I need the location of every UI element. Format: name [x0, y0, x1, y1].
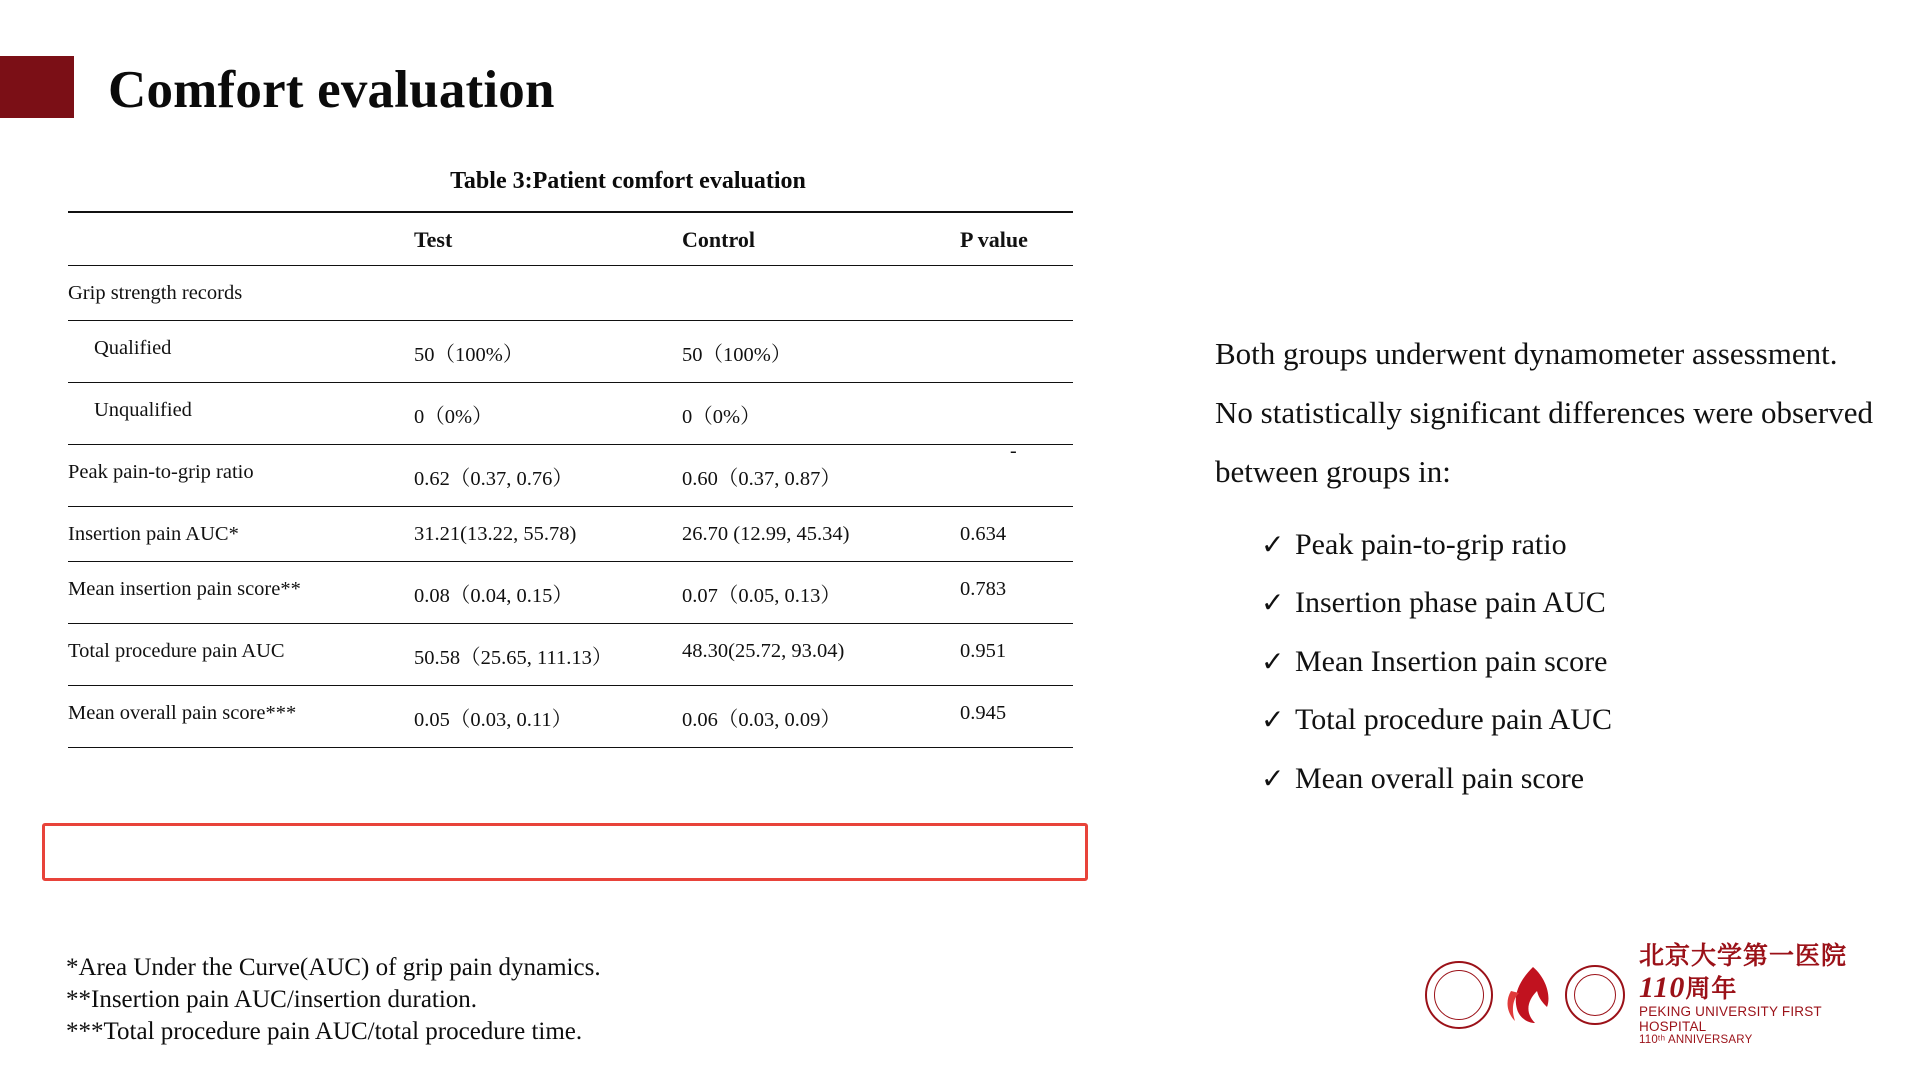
table-row-highlighted — [68, 686, 1073, 748]
list-item — [1261, 516, 1875, 575]
row-label: Mean insertion pain score** — [68, 578, 301, 600]
row-control-value: 0（0%） — [682, 406, 761, 428]
row-control-value: 0.60（0.37, 0.87） — [682, 468, 841, 490]
logo-text-block — [1639, 943, 1875, 1048]
row-label: Grip strength records — [68, 282, 243, 304]
anniversary-suffix: 周年 — [1685, 975, 1738, 1003]
comfort-evaluation-table — [68, 211, 1073, 748]
check-icon: ✓ — [1261, 588, 1285, 620]
summary-panel — [1215, 325, 1875, 808]
table-row — [68, 507, 1073, 562]
footnotes — [66, 952, 601, 1048]
title-accent-bar — [0, 56, 74, 118]
highlight-outline — [42, 823, 1088, 881]
row-label: Insertion pain AUC* — [68, 523, 239, 545]
row-control-value — [676, 266, 954, 321]
row-test-value: 31.21(13.22, 55.78) — [414, 523, 577, 545]
page-title: Comfort evaluation — [108, 61, 555, 119]
row-control-value: 48.30(25.72, 93.04) — [682, 640, 845, 662]
row-label: Qualified — [94, 337, 172, 359]
list-item-label: Insertion phase pain AUC — [1295, 586, 1606, 620]
row-test-value: 50（100%） — [414, 344, 524, 366]
hospital-seal-icon — [1565, 965, 1625, 1025]
row-p-value: 0.783 — [960, 578, 1007, 600]
row-p-value — [954, 383, 1073, 445]
table-row — [68, 383, 1073, 445]
table-rule — [68, 748, 1073, 749]
row-test-value: 0（0%） — [414, 406, 493, 428]
row-test-value: 0.05（0.03, 0.11） — [414, 709, 573, 731]
list-item-label: Peak pain-to-grip ratio — [1295, 527, 1567, 561]
comfort-table-section — [68, 168, 1078, 748]
row-control-value: 50（100%） — [682, 344, 792, 366]
list-item — [1261, 633, 1875, 692]
check-icon: ✓ — [1261, 646, 1285, 678]
row-p-value — [954, 266, 1073, 321]
check-icon: ✓ — [1261, 529, 1285, 561]
logo-en-line-1: PEKING UNIVERSITY FIRST HOSPITAL — [1639, 1004, 1822, 1035]
row-control-value: 0.07（0.05, 0.13） — [682, 585, 841, 607]
col-header-pvalue: P value — [960, 227, 1028, 252]
flame-icon — [1503, 965, 1555, 1025]
list-item — [1261, 691, 1875, 750]
row-test-value — [408, 266, 676, 321]
logo-cn-line: 北京大学第一医院110周年 — [1639, 942, 1848, 1004]
col-header-blank — [68, 213, 408, 266]
footnote-3: ***Total procedure pain AUC/total procedure time. — [66, 1018, 583, 1045]
table-row — [68, 266, 1073, 321]
footnote-1: *Area Under the Curve(AUC) of grip pain dynamics. — [66, 954, 601, 981]
table-row — [68, 624, 1073, 686]
footnote-2: **Insertion pain AUC/insertion duration. — [66, 986, 478, 1013]
hospital-logo — [1425, 942, 1875, 1047]
table-caption: Table 3:Patient comfort evaluation — [450, 168, 806, 194]
row-p-value: 0.945 — [960, 702, 1007, 724]
summary-bullet-list — [1215, 516, 1875, 809]
summary-paragraph: Both groups underwent dynamometer assessment. No statistically significant differences were observed between groups in: — [1215, 336, 1873, 489]
table-row — [68, 321, 1073, 383]
table-row — [68, 562, 1073, 624]
row-test-value: 50.58（25.65, 111.13） — [414, 647, 613, 669]
list-item-label: Mean Insertion pain score — [1295, 644, 1608, 678]
row-label: Total procedure pain AUC — [68, 640, 285, 662]
anniversary-number: 110 — [1639, 970, 1686, 1004]
table-header-row — [68, 213, 1073, 266]
col-header-control: Control — [682, 227, 755, 252]
check-icon: ✓ — [1261, 763, 1285, 795]
list-item-label: Total procedure pain AUC — [1295, 703, 1612, 737]
table-row — [68, 445, 1073, 507]
col-header-test: Test — [414, 227, 453, 252]
row-label: Mean overall pain score*** — [68, 702, 297, 724]
list-item-label: Mean overall pain score — [1295, 761, 1585, 795]
row-p-value — [954, 321, 1073, 383]
row-test-value: 0.62（0.37, 0.76） — [414, 468, 573, 490]
row-control-value: 26.70 (12.99, 45.34) — [682, 523, 850, 545]
row-p-value: 0.951 — [960, 640, 1007, 662]
row-p-value: 0.634 — [960, 523, 1007, 545]
check-icon: ✓ — [1261, 705, 1285, 737]
university-seal-icon — [1425, 961, 1493, 1029]
list-item — [1261, 574, 1875, 633]
row-test-value: 0.08（0.04, 0.15） — [414, 585, 573, 607]
row-label: Unqualified — [94, 399, 192, 421]
grip-strength-p-dash: - — [1010, 440, 1017, 462]
row-label: Peak pain-to-grip ratio — [68, 461, 254, 483]
logo-en-line-2: 110ᵗʰ ANNIVERSARY — [1639, 1034, 1753, 1047]
list-item — [1261, 750, 1875, 809]
row-control-value: 0.06（0.03, 0.09） — [682, 709, 841, 731]
